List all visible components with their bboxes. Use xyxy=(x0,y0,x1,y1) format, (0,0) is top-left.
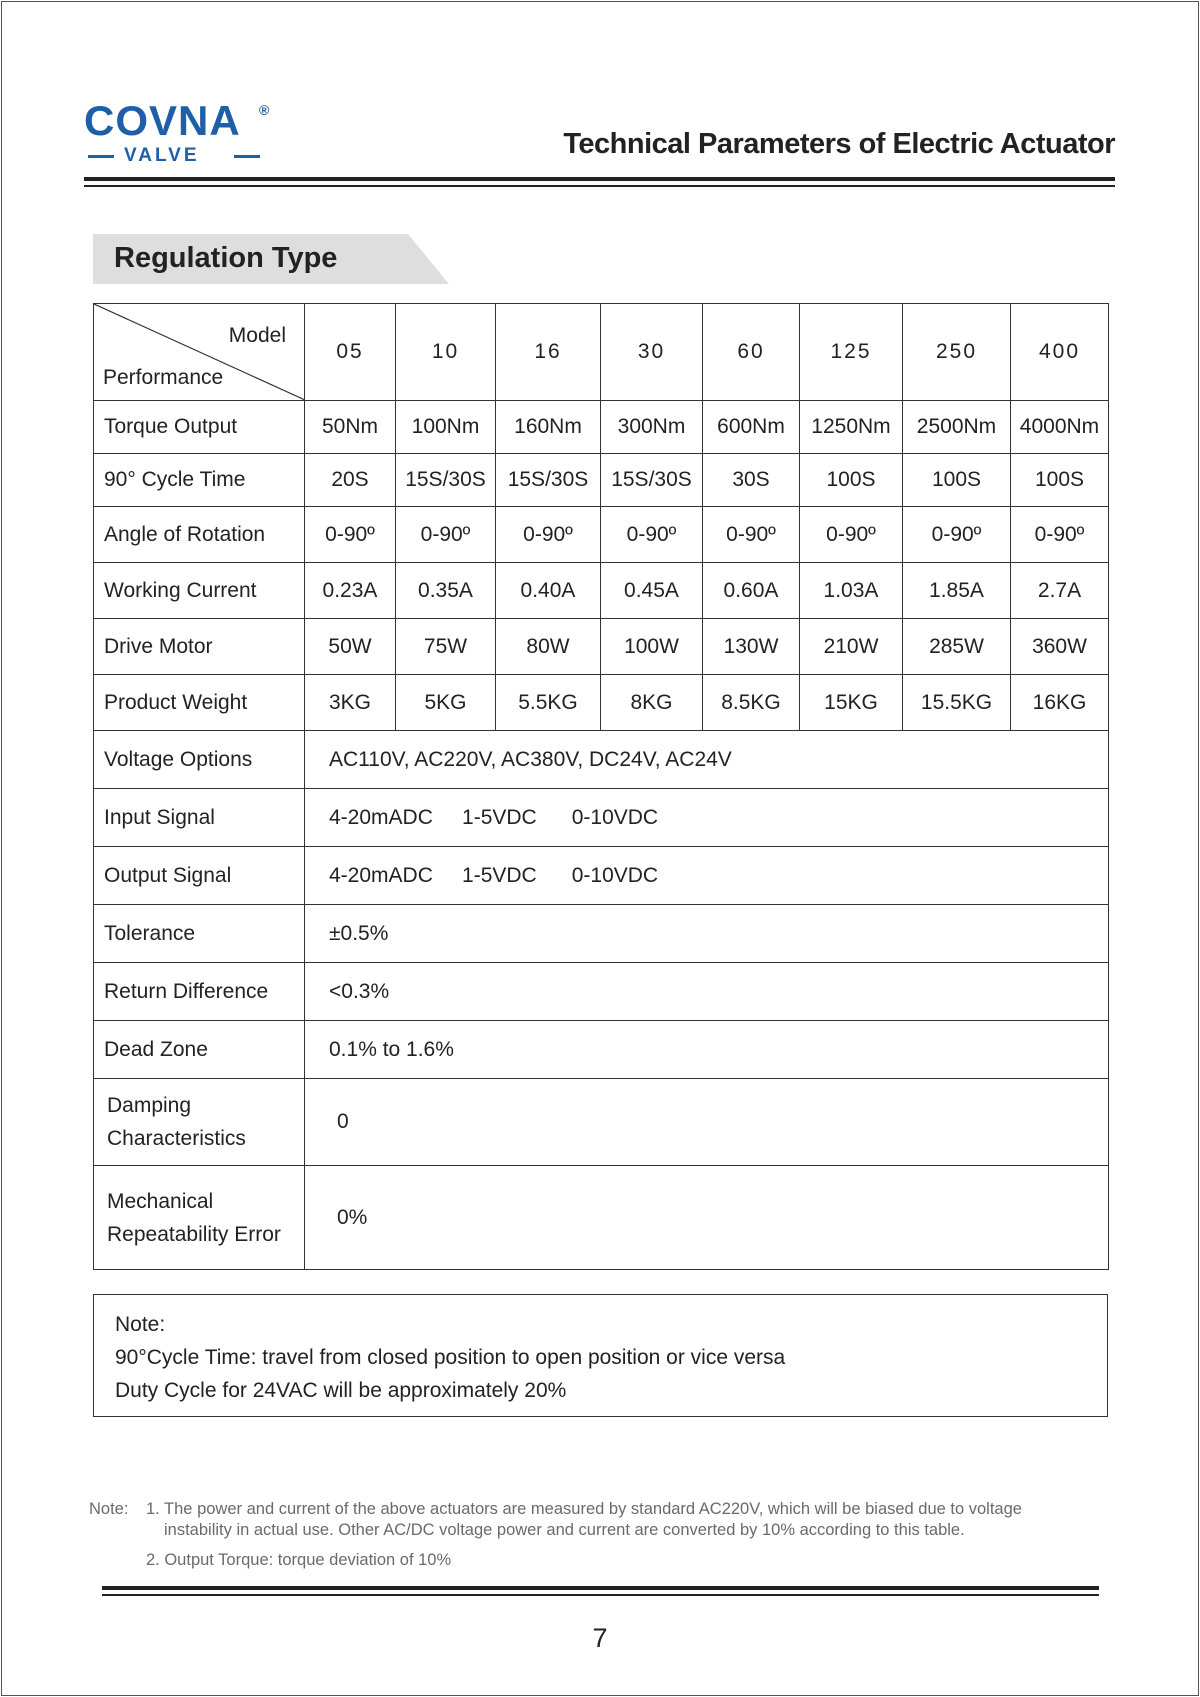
section-title: Regulation Type xyxy=(114,242,338,274)
row-label-line: Repeatability Error xyxy=(107,1222,281,1246)
table-cell: 0.23A xyxy=(305,563,396,619)
header-rule-thick xyxy=(84,177,1115,181)
table-cell: 1250Nm xyxy=(800,401,903,454)
row-label-line: Damping xyxy=(107,1094,192,1117)
table-cell: 15.5KG xyxy=(903,675,1011,731)
row-label: Torque Output xyxy=(94,401,305,454)
table-cell: 0-90º xyxy=(396,507,496,563)
model-header: 60 xyxy=(703,304,800,401)
table-cell: 0-90º xyxy=(305,507,396,563)
note-title: Note: xyxy=(115,1313,166,1336)
table-cell: 100Nm xyxy=(396,401,496,454)
table-row xyxy=(94,1166,1109,1270)
note-box xyxy=(93,1294,1108,1417)
note-duty-cycle: Duty Cycle for 24VAC will be approximately 20% xyxy=(115,1379,567,1402)
logo-dash-left xyxy=(88,155,114,158)
table-cell: 130W xyxy=(703,619,800,675)
footnote-1-line1: 1. The power and current of the above actuators are measured by standard AC220V, which will be biased due to voltage xyxy=(146,1500,1022,1518)
footer-rule-thick xyxy=(102,1586,1099,1590)
table-cell: 100W xyxy=(601,619,703,675)
row-label: Voltage Options xyxy=(94,731,305,789)
table-cell: AC110V, AC220V, AC380V, DC24V, AC24V xyxy=(305,731,1109,789)
table-cell: 0.45A xyxy=(601,563,703,619)
footnote-1-line2: instability in actual use. Other AC/DC voltage power and current are converted by 10% according to this table. xyxy=(164,1521,965,1539)
document-title: Technical Parameters of Electric Actuator xyxy=(563,128,1115,160)
corner-performance-label: Performance xyxy=(103,366,224,389)
row-label: Angle of Rotation xyxy=(94,507,305,563)
table-cell: 15S/30S xyxy=(396,454,496,507)
table-cell: 15S/30S xyxy=(601,454,703,507)
table-cell: 100S xyxy=(800,454,903,507)
table-cell: 50W xyxy=(305,619,396,675)
table-row xyxy=(94,454,1109,507)
logo-wordmark: COVNA xyxy=(84,97,241,144)
table-cell: 4-20mADC 1-5VDC 0-10VDC xyxy=(305,789,1109,847)
row-label: Dead Zone xyxy=(94,1021,305,1079)
row-label: Return Difference xyxy=(94,963,305,1021)
table-cell: ±0.5% xyxy=(305,905,1109,963)
table-row xyxy=(94,675,1109,731)
table-cell: 2500Nm xyxy=(903,401,1011,454)
table-cell: 0.40A xyxy=(496,563,601,619)
table-row xyxy=(94,963,1109,1021)
table-cell: 0-90º xyxy=(496,507,601,563)
header-rule-thin xyxy=(84,185,1115,187)
table-cell: <0.3% xyxy=(305,963,1109,1021)
row-label: Input Signal xyxy=(94,789,305,847)
logo-dash-right xyxy=(234,155,260,158)
covna-logo xyxy=(84,97,284,170)
footnote-prefix: Note: xyxy=(89,1500,129,1518)
spec-table xyxy=(93,303,1109,1270)
table-cell: 160Nm xyxy=(496,401,601,454)
table-cell: 360W xyxy=(1011,619,1109,675)
table-cell: 8KG xyxy=(601,675,703,731)
table-cell: 8.5KG xyxy=(703,675,800,731)
table-cell: 5KG xyxy=(396,675,496,731)
table-cell: 5.5KG xyxy=(496,675,601,731)
table-cell: 15KG xyxy=(800,675,903,731)
table-cell: 75W xyxy=(396,619,496,675)
footnote-2: 2. Output Torque: torque deviation of 10% xyxy=(146,1551,452,1569)
table-cell: 0 xyxy=(305,1079,1109,1166)
row-label-line: Characteristics xyxy=(107,1127,246,1150)
table-cell: 300Nm xyxy=(601,401,703,454)
model-header: 250 xyxy=(903,304,1011,401)
table-cell: 285W xyxy=(903,619,1011,675)
table-cell: 0-90º xyxy=(601,507,703,563)
table-cell: 3KG xyxy=(305,675,396,731)
row-label: Product Weight xyxy=(94,675,305,731)
table-cell: 20S xyxy=(305,454,396,507)
table-cell: 600Nm xyxy=(703,401,800,454)
table-row xyxy=(94,905,1109,963)
table-cell: 4-20mADC 1-5VDC 0-10VDC xyxy=(305,847,1109,905)
row-label: Tolerance xyxy=(94,905,305,963)
table-cell: 50Nm xyxy=(305,401,396,454)
corner-model-label: Model xyxy=(228,324,286,347)
table-cell: 0.60A xyxy=(703,563,800,619)
table-cell: 0.1% to 1.6% xyxy=(305,1021,1109,1079)
row-label: Drive Motor xyxy=(94,619,305,675)
table-cell: 16KG xyxy=(1011,675,1109,731)
table-row xyxy=(94,507,1109,563)
table-cell: 0% xyxy=(305,1166,1109,1270)
table-row xyxy=(94,731,1109,789)
table-cell: 0.35A xyxy=(396,563,496,619)
table-cell: 0-90º xyxy=(703,507,800,563)
model-header-row xyxy=(94,304,1109,401)
table-row xyxy=(94,1079,1109,1166)
page-number: 7 xyxy=(592,1623,608,1653)
table-cell: 30S xyxy=(703,454,800,507)
model-header: 10 xyxy=(396,304,496,401)
table-row xyxy=(94,1021,1109,1079)
model-header: 125 xyxy=(800,304,903,401)
table-cell: 1.03A xyxy=(800,563,903,619)
row-label: 90° Cycle Time xyxy=(94,454,305,507)
table-cell: 4000Nm xyxy=(1011,401,1109,454)
row-label xyxy=(94,1079,305,1166)
registered-mark: ® xyxy=(259,102,270,118)
table-row xyxy=(94,619,1109,675)
table-cell: 15S/30S xyxy=(496,454,601,507)
model-header: 16 xyxy=(496,304,601,401)
table-row xyxy=(94,789,1109,847)
table-row xyxy=(94,563,1109,619)
table-cell: 1.85A xyxy=(903,563,1011,619)
corner-cell xyxy=(94,304,305,401)
row-label xyxy=(94,1166,305,1270)
table-cell: 100S xyxy=(1011,454,1109,507)
table-cell: 0-90º xyxy=(1011,507,1109,563)
table-cell: 0-90º xyxy=(903,507,1011,563)
row-label: Output Signal xyxy=(94,847,305,905)
model-header: 05 xyxy=(305,304,396,401)
model-header: 400 xyxy=(1011,304,1109,401)
row-label: Working Current xyxy=(94,563,305,619)
table-row xyxy=(94,847,1109,905)
table-cell: 80W xyxy=(496,619,601,675)
table-row xyxy=(94,401,1109,454)
row-label-line: Mechanical xyxy=(107,1189,214,1213)
note-cycle-time: 90°Cycle Time: travel from closed position to open position or vice versa xyxy=(115,1346,786,1369)
logo-subtitle: VALVE xyxy=(124,145,200,166)
table-cell: 210W xyxy=(800,619,903,675)
table-cell: 2.7A xyxy=(1011,563,1109,619)
table-cell: 100S xyxy=(903,454,1011,507)
footer-rule-thin xyxy=(102,1594,1099,1596)
table-cell: 0-90º xyxy=(800,507,903,563)
model-header: 30 xyxy=(601,304,703,401)
